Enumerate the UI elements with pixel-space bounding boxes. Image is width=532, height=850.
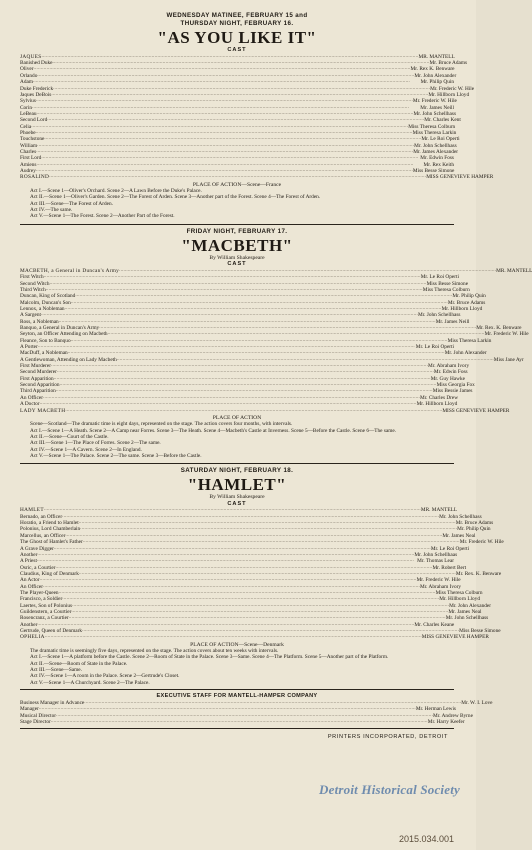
hamlet-cast-role: A Grave Digger (20, 545, 54, 552)
macbeth-act-line: Act III.—Scene 1—The Place of Forres. Scene 2—The same. (30, 440, 161, 447)
dot-leader: .................................................................................................................................................................................................................................................................... (64, 306, 442, 312)
macbeth-cast-actor: Miss Georgia Fox (436, 382, 475, 389)
macbeth-cast-actor: Mr. Guy Hawke (430, 375, 465, 382)
as-you-like-it-cast-role: Amiens (20, 161, 37, 168)
macbeth-cast-role: A Sargent (20, 312, 41, 319)
hamlet-cast-role: Bernado, an Officer (20, 513, 63, 520)
as-you-like-it-cast-row (20, 174, 494, 181)
macbeth-cast-role: Third Witch (20, 286, 46, 293)
as-you-like-it-cast-actor: Mr. James Alexander (413, 148, 459, 155)
dot-leader: .................................................................................................................................................................................................................................................................... (82, 627, 460, 633)
as-you-like-it-cast-actor: MR. MANTELL (418, 53, 455, 60)
as-you-like-it-acts (20, 188, 454, 219)
macbeth-cast-role: LADY MACBETH (20, 407, 66, 414)
dot-leader: .................................................................................................................................................................................................................................................................... (37, 551, 415, 557)
hamlet-acts (20, 654, 454, 685)
hamlet-cast-role: Guildenstern, a Courtier (20, 608, 72, 615)
hamlet-cast-role: Marcellus, an Officer (20, 532, 66, 539)
dot-leader: .................................................................................................................................................................................................................................................................... (72, 602, 450, 608)
hamlet-cast-actor: MR. MANTELL (420, 507, 458, 514)
macbeth-cast-actor: Miss Bessie James (432, 388, 473, 395)
dot-leader: .................................................................................................................................................................................................................................................................... (68, 615, 446, 621)
as-you-like-it-cast-role: Touchstone (20, 136, 45, 143)
dot-leader: .................................................................................................................................................................................................................................................................... (47, 117, 425, 123)
thursday-date-line: THURSDAY NIGHT, FEBRUARY 16. (180, 20, 294, 27)
hamlet-cast-actor: Mr. John Schellhass (439, 513, 482, 520)
as-you-like-it-cast-role: William (20, 142, 38, 149)
macbeth-act-line: Act II.—Scene—Court of the Castle. (30, 433, 109, 440)
dot-leader: .................................................................................................................................................................................................................................................................... (35, 167, 413, 173)
as-you-like-it-cast-role: Second Lord (20, 117, 48, 124)
as-you-like-it-cast-role: Adam (20, 79, 33, 86)
hamlet-cast-label: CAST (227, 500, 247, 507)
staff-actor: Mr. Andrew Byrne (433, 712, 473, 719)
section-divider (20, 463, 454, 464)
hamlet-act-line: Act I.—Scene 1—A platform before the Castle. Scene 2—Room of State in the Palace. Scene 3—Same. Scene 4—The Platform. Scene 5—Another part of the Platform. (30, 654, 389, 661)
staff-role: Manager (20, 706, 39, 713)
as-you-like-it-cast-actor: Miss Theresa Colburn (408, 123, 456, 130)
macbeth-cast-actor: Mr. Le Roi Operti (420, 274, 459, 281)
macbeth-cast-role: An Officer (20, 394, 43, 401)
dot-leader: .................................................................................................................................................................................................................................................................... (44, 634, 422, 640)
dot-leader: .................................................................................................................................................................................................................................................................... (67, 350, 445, 356)
as-you-like-it-place-of-action: PLACE OF ACTION—Scene—France (192, 181, 282, 188)
as-you-like-it-act-line: Act II.—Scene 1—Oliver's Garden. Scene 2—The Forest of Arden. Scene 3—Another part of the Forest. Scene 4—The Forest of Arden. (30, 194, 321, 201)
as-you-like-it-cast-actor: Mr. Rex Keith (423, 161, 454, 168)
macbeth-cast-actor: Mr. Abraham Ivory (428, 363, 470, 370)
hamlet-author: By William Shakespeare (209, 494, 265, 501)
hamlet-cast-role: Claudius, King of Denmark (20, 570, 79, 577)
macbeth-cast-role: Ross, a Nobleman (20, 318, 59, 325)
macbeth-cast-actor: Mr. Rex. K. Benware (476, 325, 522, 332)
staff-divider (20, 689, 454, 690)
as-you-like-it-cast-actor: Mr. Philip Quin (420, 79, 454, 86)
dot-leader: .................................................................................................................................................................................................................................................................... (62, 513, 440, 519)
bottom-divider (20, 728, 454, 729)
hamlet-cast-role: An Officer (20, 583, 43, 590)
hamlet-cast-role: A Priest (20, 558, 37, 565)
dot-leader: .................................................................................................................................................................................................................................................................... (51, 91, 429, 97)
dot-leader: .................................................................................................................................................................................................................................................................... (49, 174, 427, 180)
macbeth-cast-actor: Mr. John Alexander (444, 350, 487, 357)
macbeth-acts (20, 428, 454, 459)
as-you-like-it-cast-role: Sylvius (20, 98, 36, 105)
dot-leader: .................................................................................................................................................................................................................................................................... (78, 520, 456, 526)
dot-leader: .................................................................................................................................................................................................................................................................... (107, 331, 485, 337)
as-you-like-it-cast-actor: Mr. Frederic W. Hile (412, 98, 457, 105)
hamlet-cast-list (20, 507, 504, 641)
dot-leader: .................................................................................................................................................................................................................................................................... (35, 129, 413, 135)
macbeth-cast-role: Fleance, Son to Banquo (20, 337, 71, 344)
as-you-like-it-cast-role: Jaques DeBois (20, 91, 52, 98)
museum-watermark: Detroit Historical Society (319, 782, 460, 797)
hamlet-cast-role: An Actor (20, 577, 40, 584)
dot-leader: .................................................................................................................................................................................................................................................................... (39, 401, 417, 407)
hamlet-cast-actor: Mr. James Neal (442, 532, 476, 539)
macbeth-cast-row (20, 407, 510, 414)
hamlet-cast-actor: Mr. John Schellhaas (414, 551, 458, 558)
dot-leader: .................................................................................................................................................................................................................................................................... (70, 337, 448, 343)
macbeth-cast-actor: Mr. Edwin Foss (433, 369, 468, 376)
as-you-like-it-act-line: Act V.—Scene 1—The Forest. Scene 2—Another Part of the Forest. (30, 213, 175, 220)
macbeth-cast-role: First Witch (20, 274, 44, 281)
dot-leader: .................................................................................................................................................................................................................................................................... (44, 136, 422, 142)
dot-leader: .................................................................................................................................................................................................................................................................... (50, 718, 428, 724)
dot-leader: .................................................................................................................................................................................................................................................................... (51, 363, 429, 369)
hamlet-act-line: Act II.—Scene—Room of State in the Palace. (30, 660, 128, 667)
hamlet-place-of-action: PLACE OF ACTION—Scene—Denmark (190, 641, 284, 648)
hamlet-cast-role: Francisco, a Soldier (20, 596, 63, 603)
macbeth-cast-role: Third Apparition (20, 388, 56, 395)
printer-credit: PRINTERS INCORPORATED, DETROIT (327, 734, 448, 741)
as-you-like-it-cast-actor: Mr. John Alexander (414, 72, 457, 79)
staff-actor: Mr. Herman Lewis (415, 706, 456, 713)
macbeth-cast-actor: Miss Theresa Larkin (447, 337, 492, 344)
hamlet-cast-actor: Mr. Le Roi Operti (430, 545, 470, 552)
dot-leader: .................................................................................................................................................................................................................................................................... (43, 274, 421, 280)
dot-leader: .................................................................................................................................................................................................................................................................... (75, 293, 453, 299)
dot-leader: .................................................................................................................................................................................................................................................................... (80, 526, 458, 532)
hamlet-act-line: Act IV.—Scene 1—A room in the Palace. Scene 2—Gertrude's Closet. (30, 673, 180, 680)
macbeth-cast-actor: Mr. Bruce Adams (447, 299, 486, 306)
macbeth-place-of-action: PLACE OF ACTION (212, 414, 262, 421)
macbeth-cast-actor: MISS GENEVIEVE HAMPER (442, 407, 510, 414)
dot-leader: .................................................................................................................................................................................................................................................................... (53, 375, 431, 381)
hamlet-cast-actor: Mr. Thomas Lear (417, 558, 454, 565)
dot-leader: .................................................................................................................................................................................................................................................................... (36, 161, 414, 167)
staff-row (20, 718, 465, 725)
dot-leader: .................................................................................................................................................................................................................................................................... (56, 369, 434, 375)
dot-leader: .................................................................................................................................................................................................................................................................... (119, 267, 497, 273)
hamlet-cast-row (20, 634, 489, 641)
as-you-like-it-act-line: Act I.—Scene 1—Oliver's Orchard. Scene 2—A Lawn Before the Duke's Palace. (30, 188, 202, 195)
as-you-like-it-cast-actor: Mr. Frederic W. Hile (430, 85, 475, 92)
hamlet-cast-actor: Mr. Abraham Ivory (420, 583, 462, 590)
dot-leader: .................................................................................................................................................................................................................................................................... (32, 79, 410, 85)
dot-leader: .................................................................................................................................................................................................................................................................... (70, 299, 448, 305)
macbeth-cast-role: A Gentlewoman, Attending on Lady Macbeth (20, 356, 117, 363)
dot-leader: .................................................................................................................................................................................................................................................................... (45, 286, 423, 292)
as-you-like-it-cast-role: Oliver (20, 66, 34, 73)
as-you-like-it-cast-actor: Miss Theresa Larkin (412, 129, 457, 136)
as-you-like-it-title: "AS YOU LIKE IT" (157, 28, 317, 47)
as-you-like-it-cast-actor: Mr. Le Roi Operti (421, 136, 460, 143)
dot-leader: .................................................................................................................................................................................................................................................................... (82, 539, 460, 545)
as-you-like-it-cast-actor: Mr. Edwin Foss (420, 155, 454, 162)
as-you-like-it-cast-role: Corin (20, 104, 33, 111)
staff-role: Business Manager in Advance (20, 699, 85, 706)
as-you-like-it-cast-role: Orlando (20, 72, 38, 79)
macbeth-cast-actor: Mr. Hillborn Lloyd (416, 401, 458, 408)
macbeth-cast-actor: Mr. John Schellhass (417, 312, 461, 319)
hamlet-cast-actor: Mr. Hillborn Lloyd (439, 596, 480, 603)
section-divider (20, 224, 454, 225)
macbeth-cast-actor: Miss Besse Simone (426, 280, 469, 287)
dot-leader: .................................................................................................................................................................................................................................................................... (53, 545, 431, 551)
hamlet-cast-role: The Player-Queen (20, 589, 59, 596)
dot-leader: .................................................................................................................................................................................................................................................................... (43, 394, 420, 400)
dot-leader: .................................................................................................................................................................................................................................................................... (33, 66, 411, 72)
dot-leader: .................................................................................................................................................................................................................................................................... (55, 564, 433, 570)
dot-leader: .................................................................................................................................................................................................................................................................... (59, 382, 437, 388)
dot-leader: .................................................................................................................................................................................................................................................................... (84, 699, 462, 705)
as-you-like-it-cast-actor: Mr. Hillborn Lloyd (428, 91, 470, 98)
macbeth-cast-actor: Mr. Le Roi Operti (415, 344, 454, 351)
as-you-like-it-cast-actor: Mr. Charles Kent (424, 117, 461, 124)
dot-leader: .................................................................................................................................................................................................................................................................... (58, 318, 436, 324)
macbeth-scene-note: Scene—Scotland—The dramatic time is eight days, represented on the stage. The action covers four months, with intervals. (30, 421, 293, 428)
as-you-like-it-act-line: Act III.—Scene—The Forest of Arden. (30, 200, 113, 207)
dot-leader: .................................................................................................................................................................................................................................................................... (116, 356, 494, 362)
as-you-like-it-cast-list (20, 53, 494, 181)
as-you-like-it-cast-label: CAST (227, 47, 247, 53)
hamlet-cast-actor: Mr. Philip Quin (457, 526, 491, 533)
macbeth-cast-role: Malcolm, Duncan's Son (20, 299, 71, 306)
as-you-like-it-cast-actor: Mr. John Schellhass (413, 110, 457, 117)
hamlet-cast-role: Laertes, Son of Polonius (20, 602, 73, 609)
macbeth-cast-role: First Apparition (20, 375, 54, 382)
macbeth-cast-role: First Murderer (20, 363, 52, 370)
macbeth-cast-role: Seyton, an Officer Attending on Macbeth (20, 331, 108, 338)
as-you-like-it-cast-actor: Mr. Bruce Adams (429, 60, 468, 67)
dot-leader: .................................................................................................................................................................................................................................................................... (38, 706, 416, 712)
as-you-like-it-cast-actor: Miss Besse Simone (412, 167, 455, 174)
as-you-like-it-cast-role: LeBeau (20, 110, 37, 117)
hamlet-act-line: Act V.—Scene 1—A Churchyard. Scene 2—The Palace. (30, 679, 150, 686)
hamlet-cast-actor: Mr. Rex. K. Benware (455, 570, 502, 577)
hamlet-cast-actor: Mr. Frederic W. Hile (416, 577, 461, 584)
hamlet-cast-role: Polonius, Lord Chamberlain (20, 526, 81, 533)
hamlet-cast-actor: Miss Besse Simone (459, 627, 501, 634)
as-you-like-it-cast-role: Charles (20, 148, 37, 155)
dot-leader: .................................................................................................................................................................................................................................................................... (35, 98, 413, 104)
staff-role: Musical Director (20, 712, 57, 719)
macbeth-title: "MACBETH" (181, 235, 293, 255)
executive-staff-list (20, 699, 493, 725)
dot-leader: .................................................................................................................................................................................................................................................................... (43, 583, 420, 589)
dot-leader: .................................................................................................................................................................................................................................................................... (56, 712, 434, 718)
hamlet-cast-role: Rosencranz, a Courtier (20, 615, 69, 622)
dot-leader: .................................................................................................................................................................................................................................................................... (37, 142, 415, 148)
hamlet-cast-actor: Mr. James Neal (448, 608, 482, 615)
hamlet-cast-actor: Mr. Charles Keane (414, 621, 455, 628)
as-you-like-it-cast-actor: Mr. Rex K. Benware (410, 66, 455, 73)
macbeth-cast-actor: Mr. Hillborn Lloyd (441, 306, 483, 313)
macbeth-act-line: Act I.—Scene 1—A Heath. Scene 2—A Camp near Forres. Scene 3—The Heath. Scene 4—Macbeth's Castle at Inverness. Scene 5—Before the Castle. Scene 6—The same. (30, 427, 397, 434)
macbeth-cast-actor: Miss Theresa Colburn (422, 286, 470, 293)
dot-leader: .................................................................................................................................................................................................................................................................... (39, 577, 417, 583)
dot-leader: .................................................................................................................................................................................................................................................................... (36, 558, 414, 564)
dot-leader: .................................................................................................................................................................................................................................................................... (43, 507, 421, 513)
as-you-like-it-cast-actor: Mr. John Schellhass (414, 142, 457, 149)
hamlet-title: "HAMLET" (187, 475, 287, 495)
macbeth-cast-role: Second Witch (20, 280, 50, 287)
macbeth-act-line: Act V.—Scene 1—The Palace. Scene 2—The same. Scene 3—Before the Castle. (30, 452, 202, 459)
macbeth-cast-actor: Mr. Philip Quin (452, 293, 486, 300)
as-you-like-it-cast-role: First Lord (20, 155, 42, 162)
dot-leader: .................................................................................................................................................................................................................................................................... (41, 53, 419, 59)
as-you-like-it-cast-role: ROSALIND (20, 174, 50, 181)
hamlet-cast-actor: Mr. Robert Bert (432, 564, 467, 571)
hamlet-cast-role: Gertrude, Queen of Denmark (20, 627, 83, 634)
staff-actor: Mr. W. I. Love (461, 699, 493, 706)
hamlet-cast-role: Another (20, 551, 38, 558)
hamlet-date-line: SATURDAY NIGHT, FEBRUARY 18. (180, 467, 294, 475)
dot-leader: .................................................................................................................................................................................................................................................................... (32, 104, 410, 110)
macbeth-cast-actor: Mr. James Neill (435, 318, 470, 325)
as-you-like-it-cast-role: JAQUES (20, 53, 42, 60)
hamlet-scene-note: The dramatic time is seemingly five days, represented on the stage. The action covers about ten weeks with intervals. (30, 648, 279, 655)
macbeth-cast-actor: MR. MANTELL (496, 267, 532, 274)
hamlet-cast-role: The Ghost of Hamlet's Father (20, 539, 83, 546)
hamlet-cast-actor: Mr. John Schellhass (445, 615, 489, 622)
macbeth-cast-list (20, 267, 532, 414)
dot-leader: .................................................................................................................................................................................................................................................................... (37, 344, 415, 350)
hamlet-act-line: Act III.—Scene—Same. (30, 667, 82, 674)
hamlet-cast-role: OPHELIA (20, 634, 45, 641)
dot-leader: .................................................................................................................................................................................................................................................................... (52, 60, 430, 66)
dot-leader: .................................................................................................................................................................................................................................................................... (65, 407, 443, 413)
dot-leader: .................................................................................................................................................................................................................................................................... (49, 280, 427, 286)
dot-leader: .................................................................................................................................................................................................................................................................... (31, 123, 409, 129)
dot-leader: .................................................................................................................................................................................................................................................................... (53, 85, 431, 91)
macbeth-date-line: FRIDAY NIGHT, FEBRUARY 17. (186, 227, 288, 235)
as-you-like-it-cast-role: Banished Duke (20, 60, 53, 67)
macbeth-cast-role: Duncan, King of Scotland (20, 293, 76, 300)
dot-leader: .................................................................................................................................................................................................................................................................... (71, 608, 449, 614)
dot-leader: .................................................................................................................................................................................................................................................................... (58, 589, 436, 595)
matinee-date-line: WEDNESDAY MATINEE, FEBRUARY 15 and (166, 12, 308, 19)
staff-actor: Mr. Harry Keefer (427, 718, 465, 725)
dot-leader: .................................................................................................................................................................................................................................................................... (62, 596, 440, 602)
macbeth-cast-role: A Doctor (20, 401, 40, 408)
macbeth-author: By William Shakespeare (209, 254, 265, 261)
macbeth-cast-actor: Miss Jane Ayr (493, 356, 524, 363)
as-you-like-it-cast-role: Celia (20, 123, 32, 130)
as-you-like-it-cast-role: Phoebe (20, 129, 36, 136)
hamlet-cast-actor: Mr. John Alexander (449, 602, 492, 609)
macbeth-cast-role: Banquo, a General in Duncan's Army (20, 325, 100, 332)
macbeth-cast-role: A Porter (20, 344, 38, 351)
as-you-like-it-cast-actor: Mr. James Neill (420, 104, 454, 111)
dot-leader: .................................................................................................................................................................................................................................................................... (37, 72, 415, 78)
dot-leader: .................................................................................................................................................................................................................................................................... (55, 388, 433, 394)
hamlet-cast-role: Horatio, a Friend to Hamlet (20, 520, 79, 527)
dot-leader: .................................................................................................................................................................................................................................................................... (99, 325, 477, 331)
macbeth-cast-role: MacDuff, a Nobleman (20, 350, 68, 357)
hamlet-cast-role: Another (20, 621, 38, 628)
accession-number: 2015.034.001 (398, 834, 454, 844)
as-you-like-it-cast-role: Audrey (20, 167, 36, 174)
dot-leader: .................................................................................................................................................................................................................................................................... (78, 570, 456, 576)
hamlet-cast-role: HAMLET (20, 507, 44, 514)
executive-staff-title: EXECUTIVE STAFF FOR MANTELL-HAMPER COMPANY (156, 692, 318, 699)
macbeth-cast-role: Second Murderer (20, 369, 57, 376)
hamlet-cast-actor: MISS GENEVIEVE HAMPER (421, 634, 489, 641)
macbeth-cast-role: Second Apparition (20, 382, 60, 389)
hamlet-cast-role: Osric, a Courtier (20, 564, 56, 571)
hamlet-cast-actor: Mr. Frederic W. Hile (459, 539, 504, 546)
macbeth-cast-actor: Mr. Charles Drew (420, 394, 459, 401)
dot-leader: .................................................................................................................................................................................................................................................................... (40, 312, 418, 318)
as-you-like-it-act-line: Act IV.—The same. (30, 207, 73, 214)
hamlet-cast-actor: Mr. Bruce Adams (455, 520, 494, 527)
macbeth-act-line: Act IV.—Scene 1—A Cavern. Scene 2—In England. (30, 446, 142, 453)
macbeth-cast-actor: Mr. Frederic W. Hile (484, 331, 529, 338)
hamlet-cast-actor: Miss Theresa Colburn (435, 589, 483, 596)
macbeth-cast-label: CAST (227, 261, 247, 268)
dot-leader: .................................................................................................................................................................................................................................................................... (36, 148, 414, 154)
macbeth-cast-role: MACBETH, a General in Duncan's Army (20, 267, 120, 274)
as-you-like-it-cast-actor: MISS GENEVIEVE HAMPER (426, 174, 494, 181)
staff-role: Stage Director (20, 718, 51, 725)
macbeth-cast-role: Lennox, a Nobleman (20, 306, 65, 313)
as-you-like-it-cast-role: Duke Frederick (20, 85, 54, 92)
dot-leader: .................................................................................................................................................................................................................................................................... (65, 532, 443, 538)
dot-leader: .................................................................................................................................................................................................................................................................... (41, 155, 419, 161)
dot-leader: .................................................................................................................................................................................................................................................................... (37, 621, 415, 627)
dot-leader: .................................................................................................................................................................................................................................................................... (36, 110, 414, 116)
